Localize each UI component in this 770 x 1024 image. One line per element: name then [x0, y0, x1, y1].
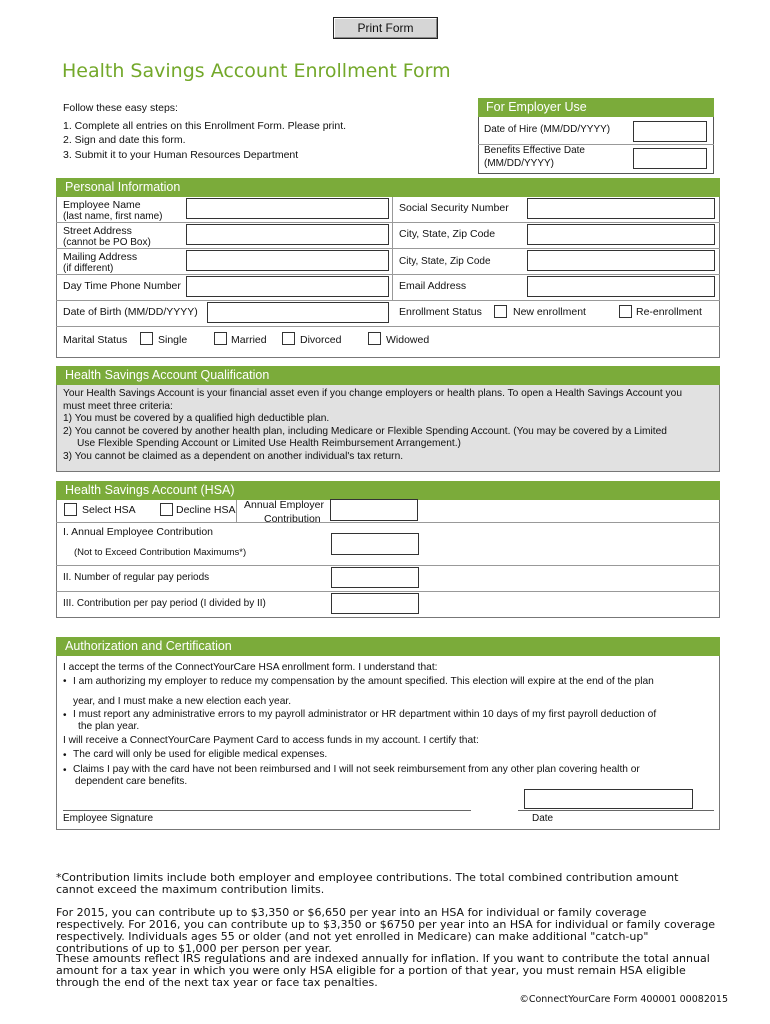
divider: [56, 326, 720, 327]
print-form-button[interactable]: [333, 17, 438, 39]
employee-name-label: Employee Name: [63, 199, 141, 211]
bullet-icon: •: [63, 750, 67, 761]
auth-bullet-4: Claims I pay with the card have not been reimbursed and I will not seek reimbursement from any other plan covering health or: [73, 764, 640, 775]
personal-info-heading: Personal Information: [56, 178, 720, 197]
decline-hsa-label: Decline HSA: [176, 504, 236, 516]
auth-bullet-2-continued: the plan year.: [78, 721, 140, 732]
divider: [56, 248, 720, 249]
divider: [56, 300, 720, 301]
widowed-label: Widowed: [386, 334, 430, 346]
step-1: 1. Complete all entries on this Enrollment Form. Please print.: [63, 119, 347, 132]
mailing-address-label: Mailing Address: [63, 251, 138, 263]
steps-intro: Follow these easy steps:: [63, 102, 178, 114]
select-hsa-label: Select HSA: [82, 504, 136, 516]
annual-employee-contribution-label: I. Annual Employee Contribution: [63, 526, 214, 538]
signature-label: Employee Signature: [63, 813, 154, 824]
copyright: ©ConnectYourCare Form 400001 00082015: [519, 994, 728, 1005]
qualification-text: [63, 388, 713, 463]
payment-card-text: I will receive a ConnectYourCare Payment Card to access funds in my account. I certify that:: [63, 735, 479, 746]
married-checkbox[interactable]: [214, 332, 227, 345]
dob-label: Date of Birth (MM/DD/YYYY): [63, 306, 198, 318]
mailing-address-field[interactable]: [186, 250, 389, 271]
date-of-hire-label: Date of Hire (MM/DD/YYYY): [484, 124, 611, 135]
footnote-irs-regulations: These amounts reflect IRS regulations and are indexed annually for inflation. If you want to contribute the total annual amount for a tax year in which you were only HSA eligible for a portion of that year, you must remain HSA eligible through the end of the next tax year or face tax penalties.: [56, 952, 710, 989]
auth-bullet-4-continued: dependent care benefits.: [75, 776, 188, 787]
phone-label: Day Time Phone Number: [63, 280, 181, 292]
qualification-intro-1: Your Health Savings Account is your financial asset even if you change employers or health plans. To open a Health Savings Account you: [63, 388, 682, 399]
divider: [56, 522, 720, 523]
qualification-heading: Health Savings Account Qualification: [56, 366, 720, 385]
mailing-city-state-zip-field[interactable]: [527, 250, 715, 271]
pay-periods-field[interactable]: [331, 567, 419, 588]
divider: [56, 274, 720, 275]
single-label: Single: [158, 334, 188, 346]
auth-bullet-2: I must report any administrative errors to my payroll administrator or HR department within 10 days of my first payroll deduction of: [73, 709, 657, 720]
footnote-contribution-amounts: For 2015, you can contribute up to $3,350 or $6,650 per year into an HSA for individual or family coverage respectively. For 2016, you can contribute up to $3,350 or $6750 per year into an HSA for individual or family coverage respectively. Individuals ages 55 or older (and not yet enrolled in Medicare) can make additional "catch-up" contributions of up to $1,000 per person per year.: [56, 906, 716, 955]
criterion-1: 1) You must be covered by a qualified high deductible plan.: [63, 413, 330, 424]
new-enrollment-label: New enrollment: [513, 306, 586, 318]
date-of-hire-field[interactable]: [633, 121, 707, 142]
auth-bullet-1-continued: year, and I must make a new election each year.: [73, 696, 292, 707]
email-label: Email Address: [399, 280, 467, 292]
divorced-label: Divorced: [300, 334, 342, 346]
hsa-heading: Health Savings Account (HSA): [56, 481, 720, 500]
street-address-field[interactable]: [186, 224, 389, 245]
divider: [56, 565, 720, 566]
qualification-intro-2: must meet three criteria:: [63, 400, 173, 412]
step-2: 2. Sign and date this form.: [63, 134, 186, 146]
date-field[interactable]: [524, 789, 693, 809]
ssn-field[interactable]: [527, 198, 715, 219]
authorization-heading: Authorization and Certification: [56, 637, 720, 656]
date-line: [518, 810, 714, 811]
city-state-zip-field[interactable]: [527, 224, 715, 245]
employer-contribution-field[interactable]: [330, 499, 418, 521]
pay-periods-label: II. Number of regular pay periods: [63, 572, 210, 583]
employer-use-heading: For Employer Use: [478, 98, 714, 117]
divorced-checkbox[interactable]: [282, 332, 295, 345]
mailing-address-hint: (if different): [63, 263, 114, 274]
bullet-icon: •: [63, 765, 67, 776]
benefits-effective-field[interactable]: [633, 148, 707, 169]
mailing-city-state-zip-label: City, State, Zip Code: [399, 256, 491, 267]
enrollment-status-label: Enrollment Status: [399, 306, 482, 318]
criterion-3: 3) You cannot be claimed as a dependent on another individual's tax return.: [63, 450, 404, 462]
employer-contribution-label-2: Contribution: [264, 513, 321, 525]
signature-line[interactable]: [63, 810, 471, 811]
benefits-effective-label: Benefits Effective Date: [484, 145, 585, 156]
married-label: Married: [231, 334, 267, 346]
divider: [56, 591, 720, 592]
auth-bullet-3: The card will only be used for eligible medical expenses.: [73, 749, 328, 760]
street-address-label: Street Address: [63, 225, 132, 237]
employee-name-field[interactable]: [186, 198, 389, 219]
email-field[interactable]: [527, 276, 715, 297]
per-period-label: III. Contribution per pay period (I divided by II): [63, 598, 266, 609]
bullet-icon: •: [63, 710, 67, 721]
page-title: Health Savings Account Enrollment Form: [62, 60, 451, 82]
employee-name-hint: (last name, first name): [63, 211, 163, 222]
annual-employee-contribution-field[interactable]: [331, 533, 419, 555]
dob-field[interactable]: [207, 302, 389, 323]
criterion-2: 2) You cannot be covered by another health plan, including Medicare or Flexible Spending Account. (You may be covered by a Limited: [63, 425, 667, 437]
bullet-icon: •: [63, 676, 67, 687]
print-form-label: Print Form: [334, 18, 437, 38]
instructions: [63, 101, 346, 162]
re-enrollment-checkbox[interactable]: [619, 305, 632, 318]
re-enrollment-label: Re-enrollment: [636, 306, 702, 318]
ssn-label: Social Security Number: [399, 202, 509, 214]
street-address-hint: (cannot be PO Box): [63, 237, 151, 248]
date-label: Date: [532, 813, 554, 824]
step-3: 3. Submit it to your Human Resources Department: [63, 148, 299, 161]
widowed-checkbox[interactable]: [368, 332, 381, 345]
criterion-2-continued: Use Flexible Spending Account or Limited Use Health Reimbursement Arrangement.): [77, 438, 461, 449]
marital-status-label: Marital Status: [63, 334, 128, 346]
auth-bullet-1: I am authorizing my employer to reduce my compensation by the amount specified. This election will expire at the end of the plan: [73, 676, 654, 687]
select-hsa-checkbox[interactable]: [64, 503, 77, 516]
divider: [56, 222, 720, 223]
contribution-max-note: (Not to Exceed Contribution Maximums*): [74, 547, 247, 558]
accept-terms-text: I accept the terms of the ConnectYourCare HSA enrollment form. I understand that:: [63, 662, 438, 673]
divider: [236, 500, 237, 522]
new-enrollment-checkbox[interactable]: [494, 305, 507, 318]
phone-field[interactable]: [186, 276, 389, 297]
per-period-field[interactable]: [331, 593, 419, 614]
benefits-effective-format: (MM/DD/YYYY): [484, 158, 554, 169]
decline-hsa-checkbox[interactable]: [160, 503, 173, 516]
city-state-zip-label: City, State, Zip Code: [399, 228, 496, 240]
single-checkbox[interactable]: [140, 332, 153, 345]
footnote-contribution-limits: *Contribution limits include both employer and employee contributions. The total combined contribution amount cannot exceed the maximum contribution limits.: [56, 871, 679, 896]
employer-contribution-label: Annual Employer: [244, 499, 324, 511]
